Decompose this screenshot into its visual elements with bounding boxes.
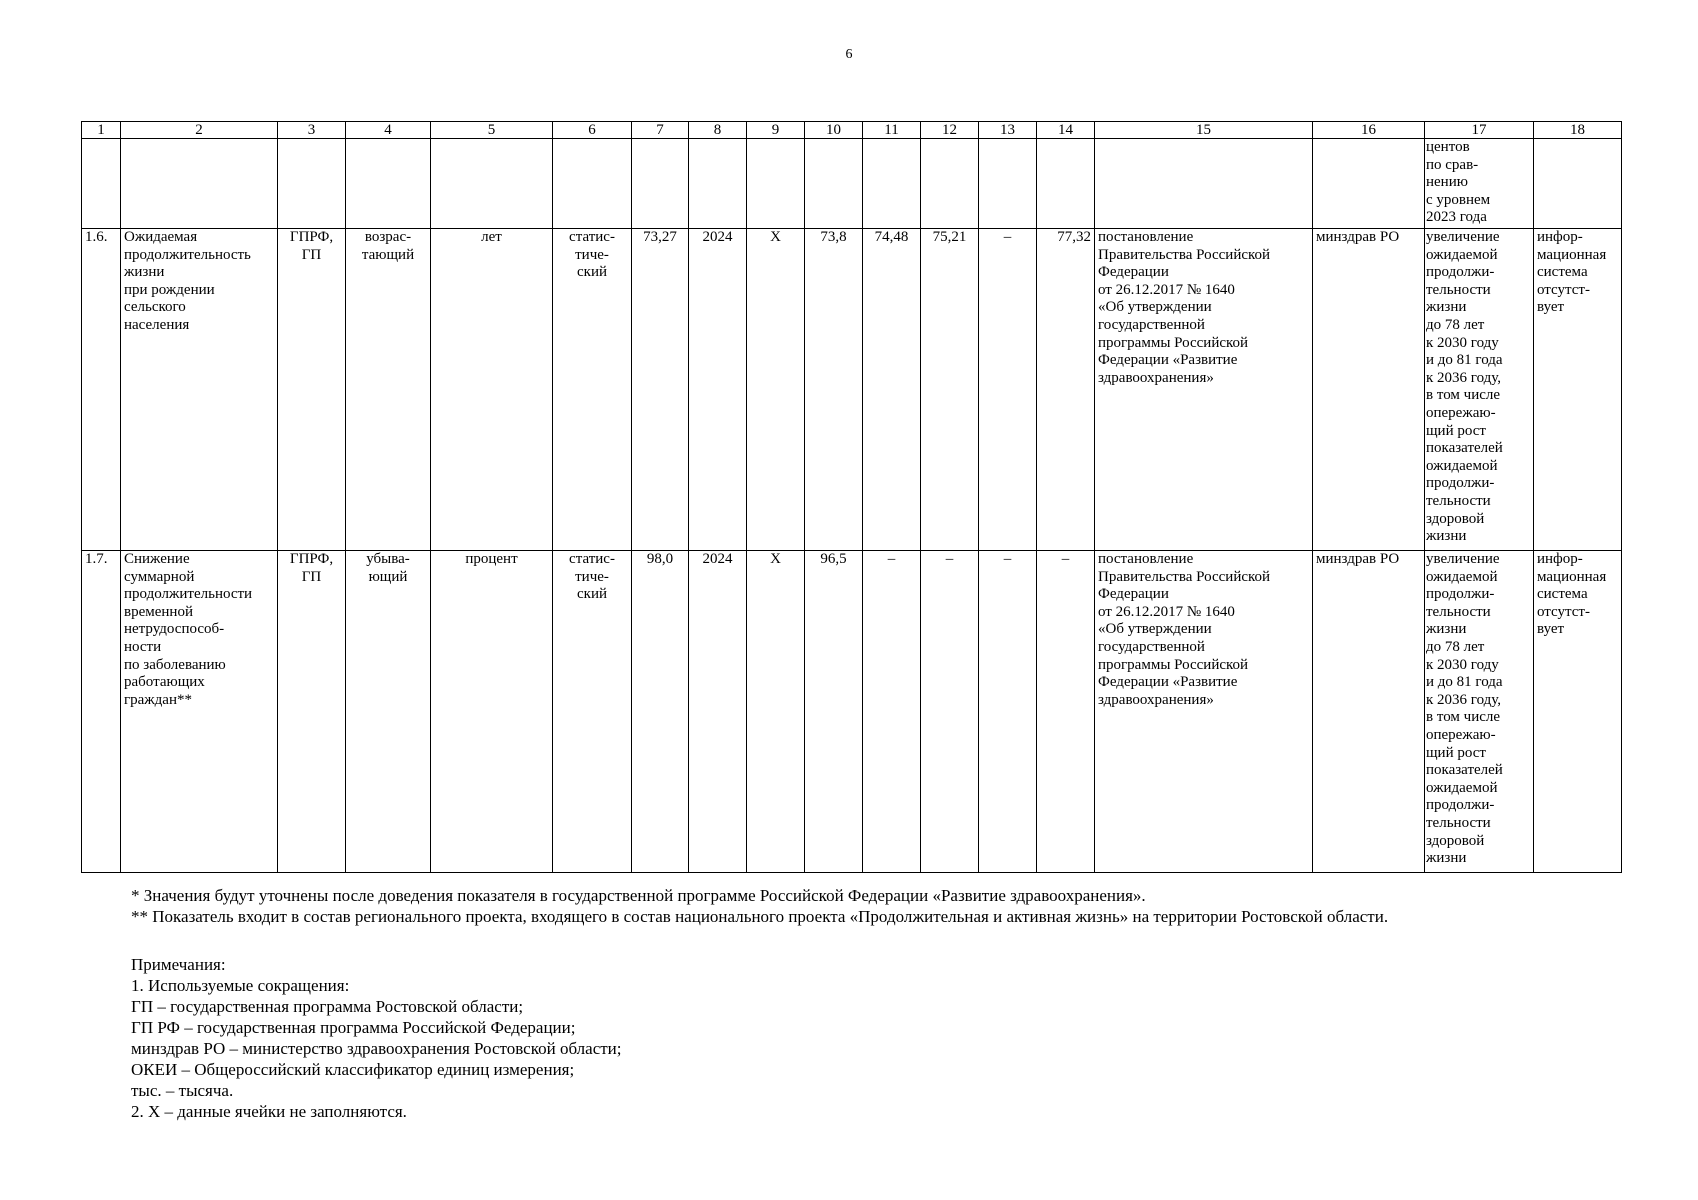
column-number: 2 (121, 122, 278, 139)
page-number: 6 (845, 47, 853, 62)
column-number: 1 (82, 122, 121, 139)
column-number: 7 (632, 122, 689, 139)
link-cell-continuation: центов по срав- нению с уровнем 2023 года (1425, 139, 1534, 229)
value-cell: – (979, 229, 1037, 551)
table-cell (82, 139, 121, 229)
table-cell (921, 139, 979, 229)
link-cell: увеличение ожидаемой продолжи- тельности жизни до 78 лет к 2030 году и до 81 года к 2036 году, в том числе опережаю- щий рост показателей ожидаемой продолжи- тельности здоровой жизни (1425, 229, 1534, 551)
table-cell (805, 139, 863, 229)
value-cell: 75,21 (921, 229, 979, 551)
table-cell (121, 139, 278, 229)
column-number: 17 (1425, 122, 1534, 139)
base-value-cell: 98,0 (632, 551, 689, 873)
unit-cell: процент (431, 551, 553, 873)
table-row (82, 229, 1622, 551)
footnote: * Значения будут уточнены после доведения показателя в государственной программе Российской Федерации «Развитие здравоохранения». (131, 886, 1146, 905)
table-cell (689, 139, 747, 229)
value-cell: – (921, 551, 979, 873)
column-number: 3 (278, 122, 346, 139)
row-number: 1.6. (82, 229, 121, 551)
value-cell: – (863, 551, 921, 873)
link-cell: увеличение ожидаемой продолжи- тельности жизни до 78 лет к 2030 году и до 81 года к 2036 году, в том числе опережаю- щий рост показателей ожидаемой продолжи- тельности здоровой жизни (1425, 551, 1534, 873)
table-cell (278, 139, 346, 229)
table-cell (863, 139, 921, 229)
responsible-cell: минздрав РО (1313, 229, 1425, 551)
abbreviation: тыс. – тысяча. (131, 1081, 234, 1100)
column-number: 9 (747, 122, 805, 139)
abbreviation: ГП – государственная программа Ростовской области; (131, 997, 524, 1016)
column-number: 6 (553, 122, 632, 139)
table-cell (1534, 139, 1622, 229)
column-number: 18 (1534, 122, 1622, 139)
value-cell: – (979, 551, 1037, 873)
table-cell (1037, 139, 1095, 229)
info-system-cell: инфор- мационная система отсутст- вует (1534, 229, 1622, 551)
indicator-trend: возрас- тающий (346, 229, 431, 551)
indicator-level: ГПРФ, ГП (278, 551, 346, 873)
table-cell (632, 139, 689, 229)
value-cell: – (1037, 551, 1095, 873)
info-system-cell: инфор- мационная система отсутст- вует (1534, 551, 1622, 873)
footnote: ** Показатель входит в состав регионального проекта, входящего в состав национального проекта «Продолжительная и активная жизнь» на территории Ростовской области. (131, 907, 1389, 926)
column-number: 11 (863, 122, 921, 139)
value-cell: X (747, 229, 805, 551)
table-cell (1095, 139, 1313, 229)
responsible-cell: минздрав РО (1313, 551, 1425, 873)
continuation-row (82, 139, 1622, 229)
table-cell (1313, 139, 1425, 229)
value-cell: 96,5 (805, 551, 863, 873)
indicator-name: Снижение суммарной продолжительности временной нетрудоспособ- ности по заболеванию работающих граждан** (121, 551, 278, 873)
base-value-cell: 73,27 (632, 229, 689, 551)
value-cell: X (747, 551, 805, 873)
value-cell: 73,8 (805, 229, 863, 551)
column-number: 16 (1313, 122, 1425, 139)
column-number: 13 (979, 122, 1037, 139)
document-cell: постановление Правительства Российской Федерации от 26.12.2017 № 1640 «Об утверждении государственной программы Российской Федерации «Развитие здравоохранения» (1095, 229, 1313, 551)
base-year-cell: 2024 (689, 551, 747, 873)
table-cell (979, 139, 1037, 229)
row-number: 1.7. (82, 551, 121, 873)
abbreviation: минздрав РО – министерство здравоохранения Ростовской области; (131, 1039, 622, 1058)
indicator-trend: убыва- ющий (346, 551, 431, 873)
table-cell (431, 139, 553, 229)
abbreviation: ОКЕИ – Общероссийский классификатор единиц измерения; (131, 1060, 575, 1079)
table-cell (346, 139, 431, 229)
table-cell (553, 139, 632, 229)
table-row (82, 551, 1622, 873)
column-number: 12 (921, 122, 979, 139)
method-cell: статис- тиче- ский (553, 229, 632, 551)
table-cell (747, 139, 805, 229)
column-number: 15 (1095, 122, 1313, 139)
column-number-row (82, 122, 1622, 139)
column-number: 5 (431, 122, 553, 139)
notes-item: 2. X – данные ячейки не заполняются. (131, 1102, 407, 1121)
indicator-level: ГПРФ, ГП (278, 229, 346, 551)
column-number: 8 (689, 122, 747, 139)
abbreviation: ГП РФ – государственная программа Российской Федерации; (131, 1018, 576, 1037)
column-number: 4 (346, 122, 431, 139)
indicators-table (81, 121, 1622, 873)
method-cell: статис- тиче- ский (553, 551, 632, 873)
unit-cell: лет (431, 229, 553, 551)
document-cell: постановление Правительства Российской Федерации от 26.12.2017 № 1640 «Об утверждении государственной программы Российской Федерации «Развитие здравоохранения» (1095, 551, 1313, 873)
value-cell: 74,48 (863, 229, 921, 551)
notes-title: Примечания: (131, 955, 226, 974)
column-number: 10 (805, 122, 863, 139)
indicator-name: Ожидаемая продолжительность жизни при рождении сельского населения (121, 229, 278, 551)
column-number: 14 (1037, 122, 1095, 139)
notes-item: 1. Используемые сокращения: (131, 976, 350, 995)
value-cell: 77,32 (1037, 229, 1095, 551)
base-year-cell: 2024 (689, 229, 747, 551)
